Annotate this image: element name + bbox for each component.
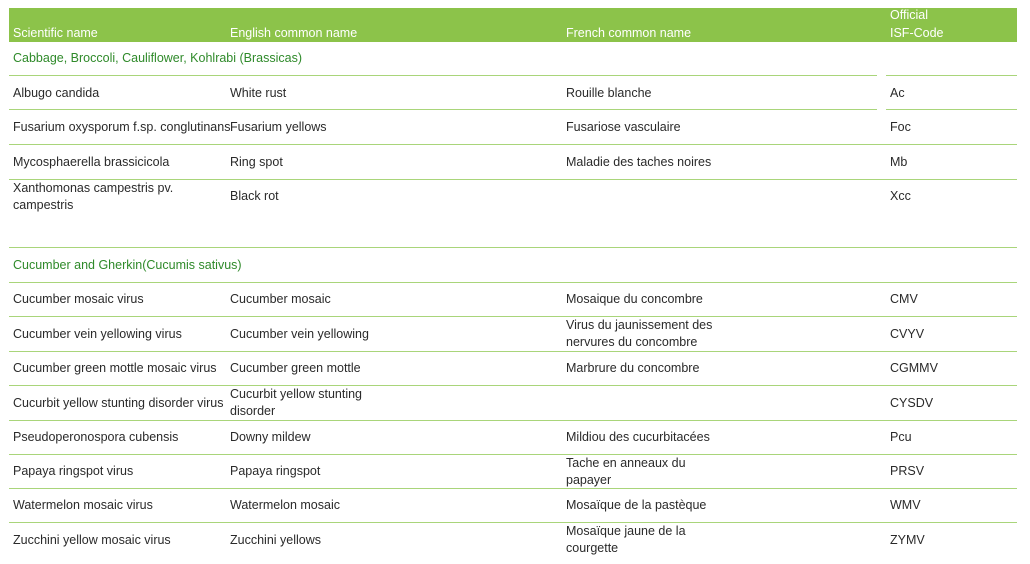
english-name-cell: White rust bbox=[230, 86, 287, 100]
english-name-cell: Downy mildew bbox=[230, 430, 311, 444]
english-name-cell: Papaya ringspot bbox=[230, 464, 321, 478]
french-name-cell: Mosaique du concombre bbox=[566, 292, 703, 306]
french-name-cell: Tache en anneaux du bbox=[566, 456, 686, 470]
isf-code-cell: PRSV bbox=[890, 464, 925, 478]
french-name-cell: Mosaïque jaune de la bbox=[566, 524, 686, 538]
scientific-name-cell: Cucurbit yellow stunting disorder virus bbox=[13, 396, 224, 410]
row-divider bbox=[9, 385, 1017, 386]
french-name-cell: Marbrure du concombre bbox=[566, 361, 700, 375]
french-name-cell-line2: nervures du concombre bbox=[566, 335, 698, 349]
row-divider bbox=[9, 351, 1017, 352]
isf-code-cell: Pcu bbox=[890, 430, 912, 444]
french-name-cell-line2: courgette bbox=[566, 541, 619, 555]
header-isf-code-line1: Official bbox=[890, 8, 928, 22]
scientific-name-cell: Zucchini yellow mosaic virus bbox=[13, 533, 171, 547]
scientific-name-cell: Fusarium oxysporum f.sp. conglutinans bbox=[13, 120, 231, 134]
english-name-cell: Black rot bbox=[230, 189, 279, 203]
english-name-cell: Cucumber mosaic bbox=[230, 292, 331, 306]
isf-code-cell: Xcc bbox=[890, 189, 911, 203]
header-english-name: English common name bbox=[230, 26, 358, 40]
scientific-name-cell: Watermelon mosaic virus bbox=[13, 498, 153, 512]
row-divider bbox=[9, 316, 1017, 317]
english-name-cell: Watermelon mosaic bbox=[230, 498, 340, 512]
french-name-cell: Rouille blanche bbox=[566, 86, 652, 100]
french-name-cell: Maladie des taches noires bbox=[566, 155, 712, 169]
english-name-cell: Ring spot bbox=[230, 155, 283, 169]
isf-code-cell: CGMMV bbox=[890, 361, 938, 375]
scientific-name-cell: Papaya ringspot virus bbox=[13, 464, 134, 478]
row-divider bbox=[9, 247, 1017, 248]
scientific-name-cell: Albugo candida bbox=[13, 86, 100, 100]
french-name-cell: Mildiou des cucurbitacées bbox=[566, 430, 710, 444]
french-name-cell: Fusariose vasculaire bbox=[566, 120, 681, 134]
scientific-name-cell: Xanthomonas campestris pv. bbox=[13, 181, 174, 195]
row-divider bbox=[9, 282, 1017, 283]
row-divider bbox=[9, 420, 1017, 421]
english-name-cell: Fusarium yellows bbox=[230, 120, 327, 134]
row-divider bbox=[9, 488, 1017, 489]
row-divider bbox=[9, 75, 877, 76]
scientific-name-cell: Cucumber mosaic virus bbox=[13, 292, 144, 306]
scientific-name-cell: Mycosphaerella brassicicola bbox=[13, 155, 170, 169]
header-scientific-name: Scientific name bbox=[13, 26, 98, 40]
french-name-cell: Mosaïque de la pastèque bbox=[566, 498, 707, 512]
english-name-cell-line2: disorder bbox=[230, 404, 276, 418]
header-french-name: French common name bbox=[566, 26, 692, 40]
isf-code-cell: Mb bbox=[890, 155, 908, 169]
isf-code-cell: CVYV bbox=[890, 327, 925, 341]
scientific-name-cell-line2: campestris bbox=[13, 198, 74, 212]
section-title-cucumber: Cucumber and Gherkin(Cucumis sativus) bbox=[13, 258, 242, 272]
isf-code-cell: CMV bbox=[890, 292, 918, 306]
english-name-cell: Cucumber vein yellowing bbox=[230, 327, 369, 341]
row-divider bbox=[9, 109, 877, 110]
isf-code-cell: Foc bbox=[890, 120, 911, 134]
isf-code-cell: CYSDV bbox=[890, 396, 934, 410]
row-divider bbox=[9, 454, 1017, 455]
row-divider bbox=[9, 144, 1017, 145]
english-name-cell: Cucurbit yellow stunting bbox=[230, 387, 363, 401]
isf-code-cell: ZYMV bbox=[890, 533, 925, 547]
table-header bbox=[9, 8, 1017, 42]
scientific-name-cell: Cucumber vein yellowing virus bbox=[13, 327, 182, 341]
row-divider bbox=[9, 522, 1017, 523]
french-name-cell: Virus du jaunissement des bbox=[566, 318, 713, 332]
english-name-cell: Cucumber green mottle bbox=[230, 361, 361, 375]
isf-code-cell: Ac bbox=[890, 86, 905, 100]
row-divider bbox=[886, 75, 1017, 76]
scientific-name-cell: Pseudoperonospora cubensis bbox=[13, 430, 179, 444]
french-name-cell-line2: papayer bbox=[566, 473, 612, 487]
english-name-cell: Zucchini yellows bbox=[230, 533, 322, 547]
header-isf-code-line2: ISF-Code bbox=[890, 26, 944, 40]
scientific-name-cell: Cucumber green mottle mosaic virus bbox=[13, 361, 217, 375]
row-divider bbox=[886, 109, 1017, 110]
isf-code-cell: WMV bbox=[890, 498, 921, 512]
section-title-brassicas: Cabbage, Broccoli, Cauliflower, Kohlrabi (Brassicas) bbox=[13, 51, 303, 65]
